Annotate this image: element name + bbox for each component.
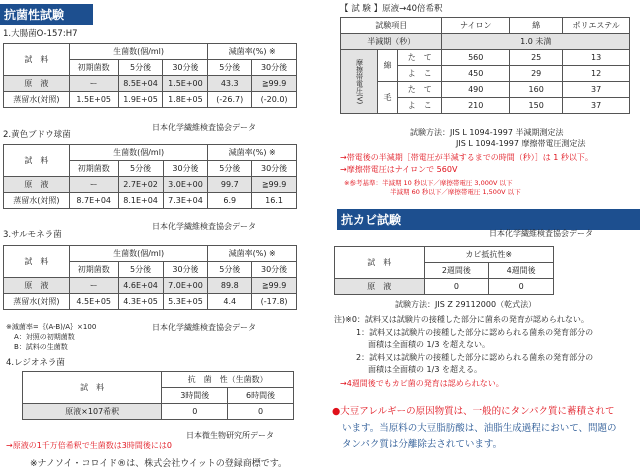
method-note: 試験方法：JIS L 1094-1997 半減期測定法 [410,128,564,137]
allergy-note: ●大豆アレルギーの原因物質は、一般的にタンパク質に蓄積されて [332,406,615,417]
cell: 6.9 [208,193,252,209]
th-count: 生菌数(個/ml) [69,44,208,60]
source-note: 日本化学繊維検査協会データ [152,123,256,132]
voltage-result: →摩擦帯電圧はナイロンで 560V [340,165,458,174]
th-count: 生菌数(個/ml) [69,246,208,262]
th-sample: 試 料 [23,372,162,404]
cell: ≧99.9 [252,278,297,294]
dir-label: た て [397,50,441,66]
cell: 37 [563,98,630,114]
th-sample: 試 料 [4,44,70,76]
mold-note: 面積は全面積の 1/3 を超えない。 [368,340,490,349]
cell: 43.3 [208,76,252,92]
th-antibac: 抗 菌 性（生菌数） [162,372,294,388]
mold-result: →4週間後でもカビ菌の発育は認められない。 [340,379,504,388]
cell: 3.0E+00 [163,177,208,193]
th-reduction: 減菌率(%) ※ [208,44,297,60]
table-row [4,278,297,294]
th-sub: 30分後 [163,262,208,278]
dir-label: よ こ [397,98,441,114]
mold-method: 試験方法：JIS Z 29112000（乾式法） [395,300,537,309]
th-col: 綿 [510,18,563,34]
cell: ー [69,278,118,294]
th-sub: 5分後 [118,60,163,76]
cell: 5.3E+05 [163,294,208,310]
source-note: 日本化学繊維検査協会データ [152,222,256,231]
group-wool: 毛 [378,82,398,114]
th-sub: 初期菌数 [69,60,118,76]
section4-title: 4.レジオネラ菌 [6,358,65,368]
cell: 8.1E+04 [118,193,163,209]
cell: 16.1 [252,193,297,209]
th-item: 試験項目 [341,18,442,34]
cell: 8.5E+04 [118,76,163,92]
table-row [4,193,297,209]
th-sub: 3時間後 [162,388,228,404]
th-sub: 5分後 [118,161,163,177]
cell: 7.0E+00 [163,278,208,294]
table-row [341,82,630,98]
th-sub: 30分後 [252,161,297,177]
cell: 0 [489,279,554,295]
cell: (-26.7) [208,92,252,108]
th-reduction: 減菌率(%) ※ [208,246,297,262]
cell: 89.8 [208,278,252,294]
th-sub: 初期菌数 [69,262,118,278]
cell: 1.8E+05 [163,92,208,108]
section1-title: 1.大腸菌O-157:H7 [3,29,78,39]
allergy-note: タンパク質は分離除去されています。 [342,439,503,450]
friction-label: 摩擦帯電圧(V) [341,50,378,114]
antimold-header: 抗カビ試験 [337,209,640,230]
static-test-title: 【 試 験 】原液→40倍希釈 [340,4,443,14]
mold-note: 面積は全面積の 1/3 を超える。 [368,365,482,374]
legionella-table [22,371,294,420]
cell: 8.7E+04 [69,193,118,209]
row-label: 蒸留水(対照) [4,294,70,310]
th-sub: 5分後 [208,60,252,76]
cell: 1.9E+05 [118,92,163,108]
source-note: 日本化学繊維検査協会データ [152,323,256,332]
allergy-note: います。当原料の大豆脂肪酸は、油脂生成過程において、問題の [342,423,617,434]
dir-label: よ こ [397,66,441,82]
cell: 490 [442,82,510,98]
static-table [340,17,630,114]
th-sample: 試 料 [4,246,70,278]
cell: 4.4 [208,294,252,310]
th-sample: 試 料 [4,145,70,177]
mold-note: 2：試料又は試験片の接種した部分に認められる菌糸の発育部分の [356,353,594,362]
cell: 4.6E+04 [118,278,163,294]
row-label: 原 液 [335,279,425,295]
th-resistance: カビ抵抗性※ [424,247,553,263]
cell: 160 [510,82,563,98]
formula-note: A：対照の初期菌数 [14,333,75,341]
method-note: JIS L 1094-1997 摩擦帯電圧測定法 [456,139,586,148]
table-row [341,50,630,66]
th-sub: 30分後 [163,161,208,177]
cell: 560 [442,50,510,66]
th-sub: 30分後 [252,60,297,76]
cell: 7.3E+04 [163,193,208,209]
th-sub: 5分後 [208,161,252,177]
row-label: 蒸留水(対照) [4,193,70,209]
cell: 0 [424,279,489,295]
formula-note: ※減菌率=｛(A-B)/A｝×100 [6,323,97,331]
half-life-value: 1.0 未満 [442,34,630,50]
half-life-label: 半減期（秒） [341,34,442,50]
th-sub: 5分後 [118,262,163,278]
th-reduction: 減菌率(%) ※ [208,145,297,161]
table-row [23,404,294,420]
dir-label: た て [397,82,441,98]
cell: 450 [442,66,510,82]
row-label: 原 液 [4,76,70,92]
table-row [4,294,297,310]
ecoli-table [3,43,297,108]
cell: ≧99.9 [252,76,297,92]
table-row [4,177,297,193]
cell: 2.7E+02 [118,177,163,193]
legionella-note: →原液の1千万倍希釈で生菌数は3時間後には0 [6,441,172,450]
row-label: 蒸留水(対照) [4,92,70,108]
half-life-result: →帯電後の半減期［帯電圧が半減するまでの時間（秒）］は 1 秒以下。 [340,153,593,162]
th-sub: 4週間後 [489,263,554,279]
cell: ー [69,76,118,92]
cell: 29 [510,66,563,82]
row-label: 原 液 [4,278,70,294]
th-sub: 30分後 [252,262,297,278]
section2-title: 2.黄色ブドウ球菌 [3,130,71,140]
source-note: 日本微生物研究所データ [186,431,274,440]
formula-note: B：試料の生菌数 [14,343,68,351]
cell: 13 [563,50,630,66]
row-label: 原 液 [4,177,70,193]
th-col: ナイロン [442,18,510,34]
cell: 0 [162,404,228,420]
cell: 12 [563,66,630,82]
trademark-note: ※ナノソイ・コロイド®は、株式会社ウイットの登録商標です。 [30,459,288,469]
cell: 1.5E+00 [163,76,208,92]
th-sub: 5分後 [208,262,252,278]
mold-note: 注)※0：試料又は試験片の接種した部分に菌糸の発育が認められない。 [334,315,589,324]
table-row [4,76,297,92]
cell: 4.5E+05 [69,294,118,310]
cell: 4.3E+05 [118,294,163,310]
row-label: 原液×107希釈 [23,404,162,420]
th-sample: 試 料 [335,247,425,279]
table-row [335,279,554,295]
cell: 25 [510,50,563,66]
source-note: 日本化学繊維検査協会データ [489,229,593,238]
cell: 0 [228,404,294,420]
mold-table [334,246,554,295]
th-sub: 6時間後 [228,388,294,404]
th-count: 生菌数(個/ml) [69,145,208,161]
salmonella-table [3,245,297,310]
th-sub: 2週間後 [424,263,489,279]
cell: 150 [510,98,563,114]
section3-title: 3.サルモネラ菌 [3,230,62,240]
cell: 99.7 [208,177,252,193]
antibacterial-header: 抗菌性試験 [0,4,93,25]
cell: (-17.8) [252,294,297,310]
th-col: ポリエステル [563,18,630,34]
mold-note: 1：試料又は試験片の接種した部分に認められる菌糸の発育部分の [356,328,594,337]
cell: ー [69,177,118,193]
cell: 1.5E+05 [69,92,118,108]
cell: (-20.0) [252,92,297,108]
th-sub: 初期菌数 [69,161,118,177]
group-cotton: 綿 [378,50,398,82]
th-sub: 30分後 [163,60,208,76]
table-row [4,92,297,108]
cell: ≧99.9 [252,177,297,193]
staph-table [3,144,297,209]
cell: 37 [563,82,630,98]
reference-note: 半減期 60 秒以下／摩擦帯電圧 1,500V 以下 [390,188,521,196]
reference-note: ※参考基準：半減期 10 秒以下／摩擦帯電圧 3,000V 以下 [344,179,513,187]
cell: 210 [442,98,510,114]
